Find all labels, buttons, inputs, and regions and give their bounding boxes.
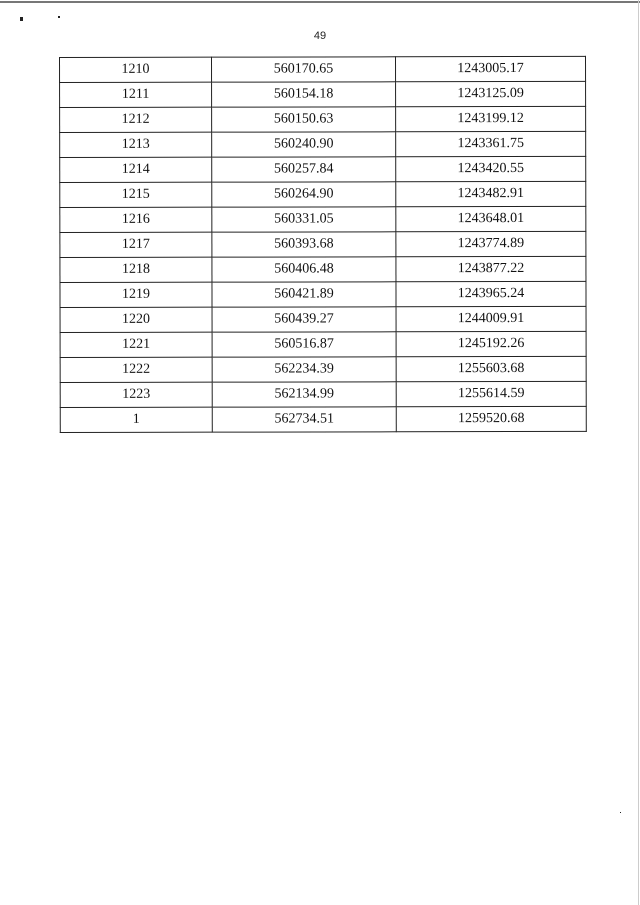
x-coordinate-cell: 560439.27 bbox=[212, 307, 396, 332]
point-number-cell: 1216 bbox=[60, 207, 212, 232]
x-coordinate-cell: 560406.48 bbox=[212, 257, 396, 282]
point-number-cell: 1220 bbox=[60, 307, 212, 332]
y-coordinate-cell: 1243005.17 bbox=[396, 56, 586, 81]
point-number-cell: 1214 bbox=[60, 157, 212, 182]
table-row bbox=[60, 406, 586, 432]
x-coordinate-cell: 560154.18 bbox=[212, 82, 396, 107]
table-row bbox=[60, 281, 586, 307]
point-number-cell: 1212 bbox=[60, 107, 212, 132]
scan-top-edge bbox=[0, 1, 640, 3]
y-coordinate-cell: 1243361.75 bbox=[396, 131, 586, 156]
scan-speck bbox=[620, 812, 621, 813]
y-coordinate-cell: 1259520.68 bbox=[396, 406, 586, 431]
x-coordinate-cell: 560240.90 bbox=[212, 132, 396, 157]
y-coordinate-cell: 1255614.59 bbox=[396, 381, 586, 406]
y-coordinate-cell: 1243774.89 bbox=[396, 231, 586, 256]
x-coordinate-cell: 560257.84 bbox=[212, 157, 396, 182]
y-coordinate-cell: 1243125.09 bbox=[396, 81, 586, 106]
point-number-cell: 1223 bbox=[60, 382, 212, 407]
point-number-cell: 1215 bbox=[60, 182, 212, 207]
point-number-cell: 1218 bbox=[60, 257, 212, 282]
y-coordinate-cell: 1243482.91 bbox=[396, 181, 586, 206]
point-number-cell: 1211 bbox=[60, 82, 212, 107]
x-coordinate-cell: 560331.05 bbox=[212, 207, 396, 232]
y-coordinate-cell: 1255603.68 bbox=[396, 356, 586, 381]
y-coordinate-cell: 1244009.91 bbox=[396, 306, 586, 331]
table-row bbox=[60, 331, 586, 357]
x-coordinate-cell: 560421.89 bbox=[212, 282, 396, 307]
y-coordinate-cell: 1245192.26 bbox=[396, 331, 586, 356]
table-row bbox=[60, 306, 586, 332]
scan-right-edge bbox=[638, 0, 639, 905]
x-coordinate-cell: 560264.90 bbox=[212, 182, 396, 207]
table-row bbox=[60, 356, 586, 382]
coordinates-table bbox=[59, 56, 587, 433]
table-row bbox=[60, 231, 586, 257]
point-number-cell: 1222 bbox=[60, 357, 212, 382]
table-row bbox=[60, 156, 586, 182]
table-row bbox=[60, 381, 586, 407]
table-row bbox=[60, 256, 586, 282]
x-coordinate-cell: 562234.39 bbox=[212, 357, 396, 382]
point-number-cell: 1221 bbox=[60, 332, 212, 357]
point-number-cell: 1213 bbox=[60, 132, 212, 157]
y-coordinate-cell: 1243648.01 bbox=[396, 206, 586, 231]
table-row bbox=[60, 81, 586, 107]
x-coordinate-cell: 562734.51 bbox=[212, 407, 396, 432]
point-number-cell: 1 bbox=[60, 407, 212, 432]
y-coordinate-cell: 1243965.24 bbox=[396, 281, 586, 306]
table-row bbox=[60, 206, 586, 232]
y-coordinate-cell: 1243199.12 bbox=[396, 106, 586, 131]
point-number-cell: 1210 bbox=[60, 57, 212, 82]
table-row bbox=[60, 131, 586, 157]
x-coordinate-cell: 560150.63 bbox=[212, 107, 396, 132]
x-coordinate-cell: 560516.87 bbox=[212, 332, 396, 357]
page-number: 49 bbox=[313, 30, 327, 42]
point-number-cell: 1217 bbox=[60, 232, 212, 257]
scan-speck bbox=[20, 17, 23, 21]
x-coordinate-cell: 562134.99 bbox=[212, 382, 396, 407]
scan-speck bbox=[58, 16, 60, 18]
table-row bbox=[60, 106, 586, 132]
table-row bbox=[60, 181, 586, 207]
y-coordinate-cell: 1243420.55 bbox=[396, 156, 586, 181]
x-coordinate-cell: 560393.68 bbox=[212, 232, 396, 257]
point-number-cell: 1219 bbox=[60, 282, 212, 307]
x-coordinate-cell: 560170.65 bbox=[212, 57, 396, 82]
y-coordinate-cell: 1243877.22 bbox=[396, 256, 586, 281]
table-row bbox=[60, 56, 586, 82]
